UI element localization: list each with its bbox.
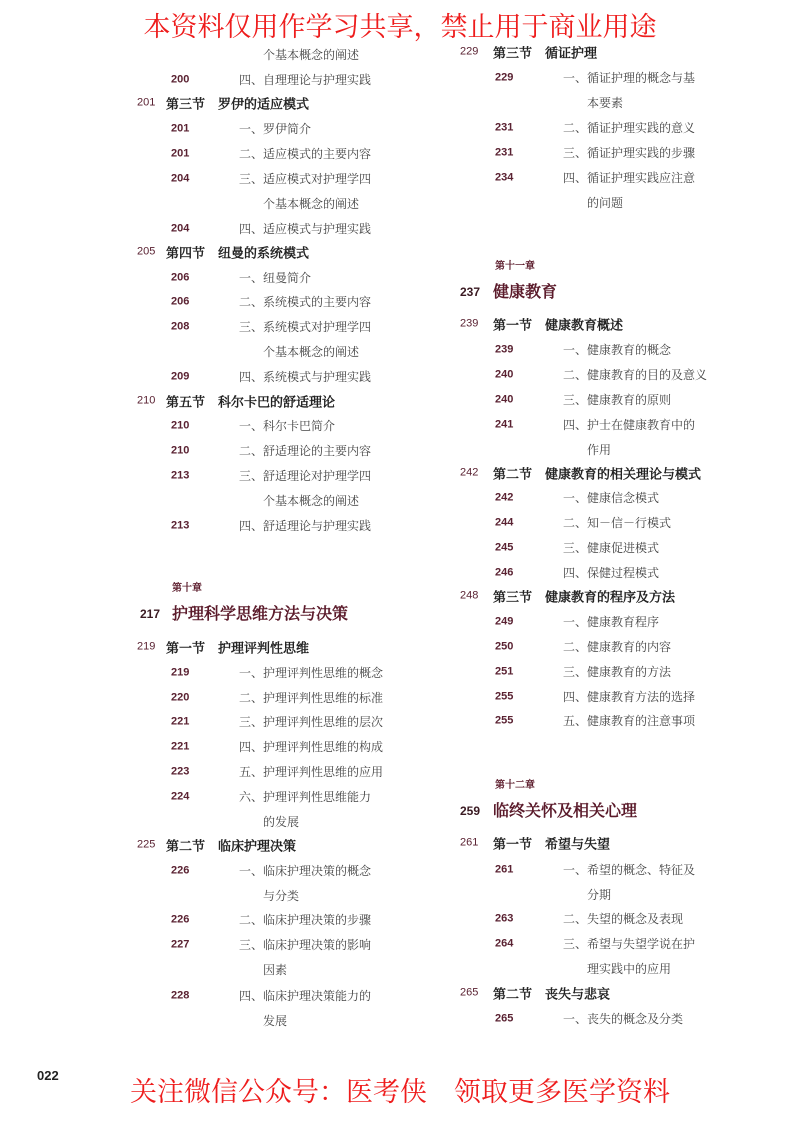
section-page-number: 265 [460,986,479,999]
entry-title: 四、循证护理实践应注意 [563,171,696,185]
entry-continuation: 本要素 [587,96,624,110]
entry-continuation: 的发展 [263,815,300,829]
entry-title: 一、临床护理决策的概念 [239,864,372,878]
entry-title: 二、健康教育的目的及意义 [563,368,708,382]
entry-title: 三、系统模式对护理学四 [239,320,372,334]
entry-page-number: 226 [171,913,190,926]
entry-page-number: 229 [495,71,514,84]
entry-continuation: 作用 [587,443,612,457]
section-page-number: 248 [460,589,479,602]
entry-title: 二、循证护理实践的意义 [563,121,696,135]
section-label: 第三节 [166,97,206,113]
entry-page-number: 228 [171,989,190,1002]
section-title: 罗伊的适应模式 [218,97,310,113]
entry-title: 四、舒适理论与护理实践 [239,519,372,533]
entry-page-number: 250 [495,640,514,653]
entry-title: 一、循证护理的概念与基 [563,71,696,85]
section-title: 科尔卡巴的舒适理论 [218,395,336,411]
entry-page-number: 219 [171,666,190,679]
entry-page-number: 234 [495,171,514,184]
entry-title: 三、舒适理论对护理学四 [239,469,372,483]
section-label: 第五节 [166,395,206,411]
entry-page-number: 223 [171,765,190,778]
entry-page-number: 224 [171,790,190,803]
section-label: 第四节 [166,246,206,262]
entry-page-number: 244 [495,516,514,529]
entry-title: 三、循证护理实践的步骤 [563,146,696,160]
entry-title: 三、健康教育的原则 [563,393,672,407]
entry-title: 一、健康教育的概念 [563,343,672,357]
entry-title: 三、健康促进模式 [563,541,660,555]
section-title: 健康教育的程序及方法 [545,590,676,606]
entry-page-number: 265 [495,1012,514,1025]
entry-page-number: 263 [495,912,514,925]
section-label: 第二节 [493,467,533,483]
chapter-page-number: 259 [460,804,481,818]
entry-title: 四、护士在健康教育中的 [563,418,696,432]
entry-title: 一、希望的概念、特征及 [563,863,696,877]
section-page-number: 210 [137,394,156,407]
entry-page-number: 206 [171,271,190,284]
entry-title: 一、护理评判性思维的概念 [239,666,384,680]
entry-title: 三、希望与失望学说在护 [563,937,696,951]
chapter-page-number: 217 [140,607,161,621]
header-notice: 本资料仅用作学习共享，禁止用于商业用途 [143,12,657,43]
entry-continuation: 理实践中的应用 [587,962,672,976]
section-title: 健康教育的相关理论与模式 [545,467,702,483]
entry-title: 二、适应模式的主要内容 [239,147,372,161]
section-title: 纽曼的系统模式 [218,246,310,262]
section-page-number: 229 [460,45,479,58]
chapter-label: 第十章 [172,583,202,594]
section-page-number: 219 [137,640,156,653]
entry-title: 三、护理评判性思维的层次 [239,715,384,729]
entry-page-number: 200 [171,73,190,86]
entry-title: 四、自理理论与护理实践 [239,73,372,87]
entry-page-number: 242 [495,491,514,504]
entry-page-number: 255 [495,690,514,703]
chapter-label: 第十一章 [495,261,535,272]
entry-page-number: 255 [495,714,514,727]
section-label: 第三节 [493,590,533,606]
section-page-number: 205 [137,245,156,258]
entry-page-number: 213 [171,469,190,482]
entry-page-number: 204 [171,222,190,235]
entry-page-number: 249 [495,615,514,628]
entry-title: 四、保健过程模式 [563,566,660,580]
entry-title: 五、健康教育的注意事项 [563,714,696,728]
entry-page-number: 201 [171,147,190,160]
entry-page-number: 231 [495,121,514,134]
section-page-number: 239 [460,317,479,330]
entry-continuation: 发展 [263,1014,288,1028]
chapter-title: 临终关怀及相关心理 [493,801,638,820]
entry-title: 三、临床护理决策的影响 [239,938,372,952]
entry-page-number: 241 [495,418,514,431]
section-label: 第一节 [493,318,533,334]
entry-title: 二、健康教育的内容 [563,640,672,654]
entry-title: 三、适应模式对护理学四 [239,172,372,186]
section-title: 健康教育概述 [545,318,624,334]
chapter-page-number: 237 [460,285,481,299]
section-title: 临床护理决策 [218,839,297,855]
chapter-label: 第十二章 [495,780,535,791]
entry-title: 一、丧失的概念及分类 [563,1012,684,1026]
section-page-number: 225 [137,838,156,851]
entry-page-number: 240 [495,368,514,381]
section-title: 丧失与悲哀 [545,987,611,1003]
entry-title: 四、系统模式与护理实践 [239,370,372,384]
entry-page-number: 209 [171,370,190,383]
entry-title: 二、舒适理论的主要内容 [239,444,372,458]
entry-page-number: 246 [495,566,514,579]
entry-continuation: 个基本概念的阐述 [263,345,360,359]
entry-continuation: 因素 [263,963,288,977]
entry-title: 一、科尔卡巴简介 [239,419,336,433]
chapter-title: 护理科学思维方法与决策 [172,604,349,623]
entry-title: 二、系统模式的主要内容 [239,295,372,309]
section-label: 第三节 [493,46,533,62]
entry-title: 四、临床护理决策能力的 [239,989,372,1003]
entry-title: 五、护理评判性思维的应用 [239,765,384,779]
entry-title: 六、护理评判性思维能力 [239,790,372,804]
entry-title: 四、护理评判性思维的构成 [239,740,384,754]
entry-continuation: 个基本概念的阐述 [263,494,360,508]
entry-page-number: 208 [171,320,190,333]
entry-continuation: 的问题 [587,196,624,210]
footer-notice: 关注微信公众号：医考侠 领取更多医学资料 [130,1077,670,1108]
entry-title: 三、健康教育的方法 [563,665,672,679]
entry-page-number: 221 [171,715,190,728]
entry-title: 一、纽曼简介 [239,271,312,285]
section-label: 第二节 [493,987,533,1003]
entry-page-number: 226 [171,864,190,877]
entry-continuation: 分期 [587,888,612,902]
entry-title: 四、适应模式与护理实践 [239,222,372,236]
entry-page-number: 220 [171,691,190,704]
entry-title: 二、失望的概念及表现 [563,912,684,926]
entry-page-number: 261 [495,863,514,876]
page-number: 022 [37,1068,59,1083]
section-title: 循证护理 [545,46,598,62]
entry-continuation: 与分类 [263,889,300,903]
entry-page-number: 201 [171,122,190,135]
section-page-number: 261 [460,836,479,849]
section-page-number: 242 [460,466,479,479]
entry-title: 二、临床护理决策的步骤 [239,913,372,927]
entry-page-number: 221 [171,740,190,753]
section-title: 希望与失望 [545,837,611,853]
entry-title: 二、知－信－行模式 [563,516,672,530]
entry-title: 二、护理评判性思维的标准 [239,691,384,705]
section-label: 第一节 [166,641,206,657]
section-page-number: 201 [137,96,156,109]
entry-continuation: 个基本概念的阐述 [263,197,360,211]
entry-page-number: 210 [171,444,190,457]
entry-page-number: 264 [495,937,514,950]
chapter-title: 健康教育 [493,282,558,301]
entry-page-number: 206 [171,295,190,308]
entry-page-number: 251 [495,665,514,678]
entry-page-number: 245 [495,541,514,554]
section-label: 第二节 [166,839,206,855]
section-title: 护理评判性思维 [218,641,310,657]
entry-page-number: 213 [171,519,190,532]
entry-title: 一、罗伊简介 [239,122,312,136]
entry-page-number: 210 [171,419,190,432]
entry-title: 一、健康教育程序 [563,615,660,629]
entry-title: 一、健康信念模式 [563,491,660,505]
section-label: 第一节 [493,837,533,853]
entry-page-number: 239 [495,343,514,356]
entry-page-number: 231 [495,146,514,159]
entry-page-number: 227 [171,938,190,951]
entry-continuation: 个基本概念的阐述 [263,48,360,62]
entry-page-number: 204 [171,172,190,185]
entry-page-number: 240 [495,393,514,406]
entry-title: 四、健康教育方法的选择 [563,690,696,704]
